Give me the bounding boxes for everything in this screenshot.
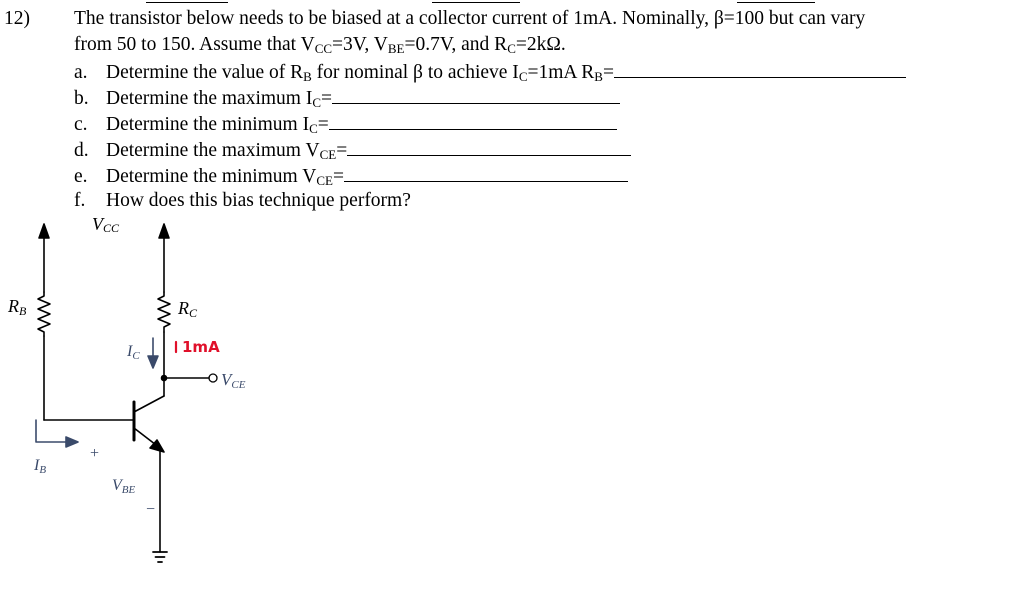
item-d-sub1: CE bbox=[319, 147, 337, 162]
intro-sub-c: C bbox=[507, 41, 516, 56]
item-f-label: f. bbox=[74, 190, 86, 211]
vbe-minus: − bbox=[146, 501, 156, 518]
item-a-sub3: B bbox=[594, 69, 603, 84]
ic-arrow-head bbox=[148, 356, 158, 368]
intro-part-4: =2kΩ. bbox=[515, 34, 566, 55]
ib-arrow-line bbox=[36, 420, 70, 442]
item-a-sub2: C bbox=[518, 69, 528, 84]
intro-sub-cc: CC bbox=[314, 41, 333, 56]
rc-resistor bbox=[158, 292, 170, 332]
vcc-label: VCC bbox=[92, 214, 120, 235]
item-a-text3: =1mA R bbox=[527, 62, 595, 83]
transistor-collector-lead bbox=[134, 396, 164, 412]
item-b-text: Determine the maximum I bbox=[106, 88, 313, 109]
rb-resistor bbox=[38, 292, 50, 336]
intro-part-3: =0.7V, and R bbox=[404, 34, 508, 55]
item-d-text: Determine the maximum V bbox=[106, 140, 320, 161]
item-e-text2: = bbox=[332, 166, 344, 187]
vce-label: VCE bbox=[221, 370, 246, 391]
item-c-text: Determine the minimum I bbox=[106, 114, 310, 135]
item-a-sub1: B bbox=[303, 69, 312, 84]
ib-arrow-head bbox=[66, 437, 78, 447]
vbe-plus: + bbox=[90, 445, 100, 462]
intro-sub-be: BE bbox=[387, 41, 405, 56]
item-f-text: How does this bias technique perform? bbox=[106, 190, 411, 211]
annotation-1ma: 1mA bbox=[182, 338, 220, 356]
rc-supply-arrow bbox=[159, 224, 169, 238]
item-a-label: a. bbox=[74, 62, 88, 83]
item-a-text: Determine the value of R bbox=[106, 62, 304, 83]
item-c-text2: = bbox=[317, 114, 329, 135]
item-d-label: d. bbox=[74, 140, 89, 161]
collector-node-dot bbox=[162, 376, 167, 381]
ic-label: IC bbox=[127, 343, 140, 362]
item-b-sub1: C bbox=[312, 95, 321, 110]
item-a-text2: for nominal β to achieve I bbox=[311, 62, 519, 83]
item-c-label: c. bbox=[74, 114, 88, 135]
rb-supply-arrow bbox=[39, 224, 49, 238]
rb-label: RB bbox=[8, 296, 27, 318]
item-e-text: Determine the minimum V bbox=[106, 166, 317, 187]
rc-label: RC bbox=[178, 298, 198, 320]
item-d-text2: = bbox=[336, 140, 348, 161]
intro-part-1: from 50 to 150. Assume that V bbox=[74, 34, 315, 55]
question-number: 12) bbox=[4, 8, 30, 29]
item-c-sub1: C bbox=[309, 121, 318, 136]
item-e-label: e. bbox=[74, 166, 88, 187]
item-b-label: b. bbox=[74, 88, 89, 109]
ib-label: IB bbox=[34, 457, 47, 476]
intro-part-2: =3V, V bbox=[332, 34, 388, 55]
item-e-sub1: CE bbox=[316, 173, 333, 188]
item-b-text2: = bbox=[320, 88, 332, 109]
item-a-text4: = bbox=[602, 62, 614, 83]
question-intro-line1: The transistor below needs to be biased at a collector current of 1mA. Nominally, β=100 but can vary bbox=[74, 8, 866, 29]
vbe-label: VBE bbox=[112, 477, 136, 496]
vce-output-terminal bbox=[209, 374, 217, 382]
